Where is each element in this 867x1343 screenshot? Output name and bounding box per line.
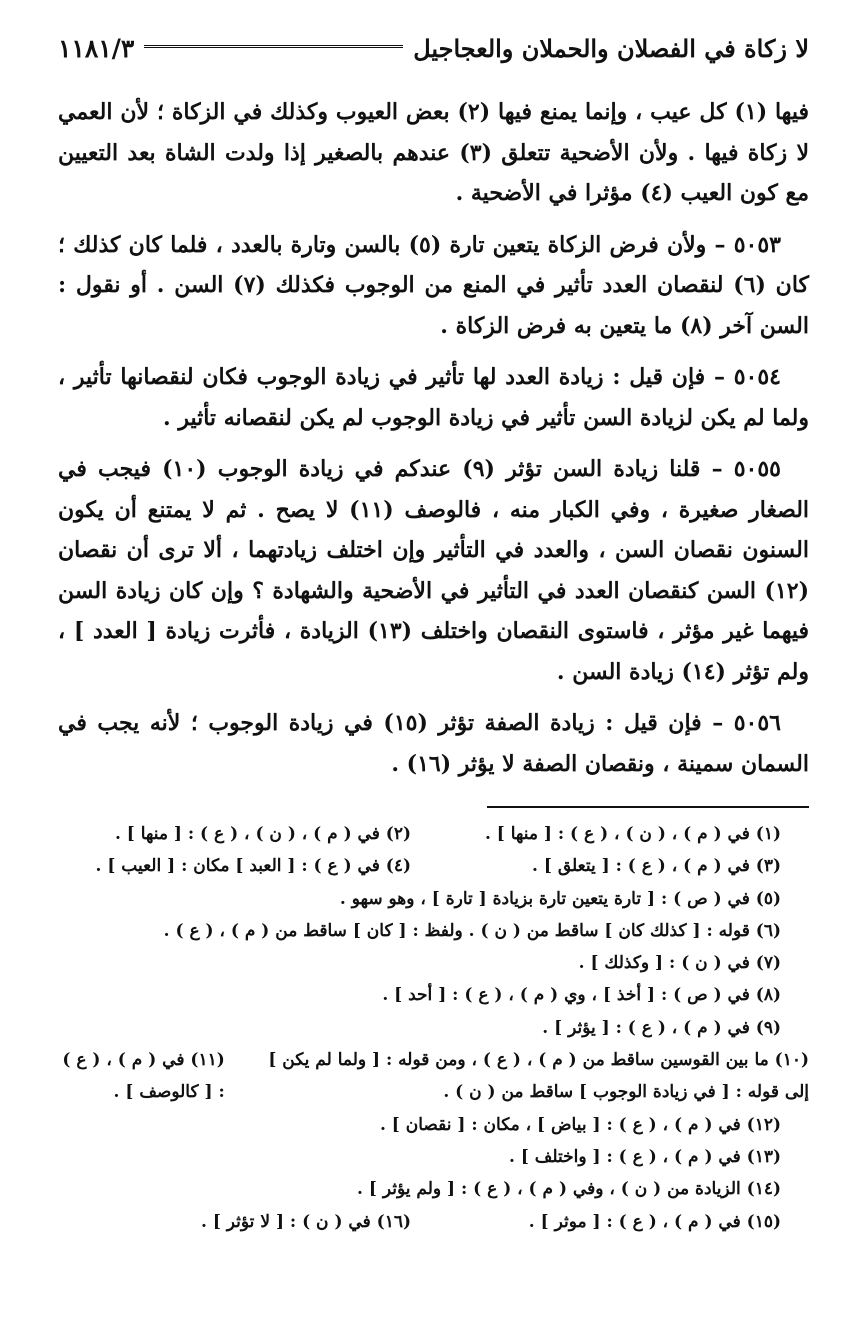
footnote-11: (١١) في ( م ) ، ( ع ) : [ كالوصف ] . bbox=[62, 1050, 225, 1103]
paragraph-text: قلنا زيادة السن تؤثر (٩) عندكم في زيادة الوجوب (١٠) فيجب في الصغار صغيرة ، وفي الكبار منه ، فالوصف (١١) لا يصح . ثم لا يمتنع أن يكون السنون نقصان السن ، والعدد في التأثير وإن اختلف زيادتهما ، ألا ترى أن نقصان (١٢) السن كنقصان العدد في التأثير في الأضحية والشهادة ؟ وإن كان زيادة السن فيهما غير مؤثر ، فاستوى النقصان واختلف (١٣) الزيادة ، فأثرت زيادة [ العدد ] ، ولم تؤثر (١٤) زيادة السن . bbox=[58, 456, 810, 685]
footnote-13: (١٣) في ( م ) ، ( ع ) : [ واختلف ] . bbox=[509, 1146, 781, 1167]
footnote-row bbox=[58, 1044, 809, 1109]
footnote-row bbox=[58, 979, 809, 1011]
paragraph-number: ٥٠٥٣ – bbox=[714, 231, 781, 258]
footnote-row bbox=[58, 915, 809, 947]
paragraph-5055 bbox=[58, 449, 809, 692]
footnote-row bbox=[58, 1173, 809, 1205]
footnote-16: (١٦) في ( ن ) : [ لا تؤثر ] . bbox=[200, 1211, 411, 1232]
footnote-row bbox=[58, 850, 809, 882]
footnote-row bbox=[58, 1141, 809, 1173]
footnote-9: (٩) في ( م ) ، ( ع ) : [ يؤثر ] . bbox=[542, 1017, 781, 1038]
footnote-row bbox=[58, 947, 809, 979]
footnote-row bbox=[58, 1206, 809, 1238]
footnote-5: (٥) في ( ص ) : [ تارة يتعين تارة بزيادة [ تارة ] ، وهو سهو . bbox=[339, 888, 781, 909]
footnote-row bbox=[58, 883, 809, 915]
paragraph-5056 bbox=[58, 703, 809, 784]
footnote-12: (١٢) في ( م ) ، ( ع ) : [ بياض ] ، مكان : [ نقصان ] . bbox=[379, 1114, 781, 1135]
header-rule bbox=[144, 45, 403, 51]
paragraph-5053 bbox=[58, 225, 809, 347]
footnote-15: (١٥) في ( م ) ، ( ع ) : [ موثر ] . bbox=[528, 1211, 781, 1232]
footnote-10: (١٠) ما بين القوسين ساقط من ( م ) ، ( ع ) ، ومن قوله : [ ولما لم يكن ] إلى قوله : [ في زيادة الوجوب ] ساقط من ( ن ) . bbox=[268, 1050, 809, 1103]
footnote-4: (٤) في ( ع ) : [ العبد ] مكان : [ العيب ] . bbox=[95, 856, 411, 877]
paragraph-continuation bbox=[58, 92, 809, 214]
paragraph-5054 bbox=[58, 357, 809, 438]
footnote-3: (٣) في ( م ) ، ( ع ) : [ يتعلق ] . bbox=[532, 856, 781, 877]
paragraph-number: ٥٠٥٤ – bbox=[713, 364, 781, 390]
footnote-row bbox=[58, 1012, 809, 1044]
footnote-8: (٨) في ( ص ) : [ أخذ ] ، وي ( م ) ، ( ع ) : [ أحد ] . bbox=[382, 985, 781, 1006]
paragraph-number: ٥٠٥٥ – bbox=[711, 456, 781, 482]
footnote-2: (٢) في ( م ) ، ( ن ) ، ( ع ) : [ منها ] . bbox=[114, 824, 411, 844]
footnote-row bbox=[58, 1109, 809, 1141]
footnote-14: (١٤) الزيادة من ( ن ) ، وفي ( م ) ، ( ع ) : [ ولم يؤثر ] . bbox=[357, 1179, 781, 1200]
footnote-divider bbox=[487, 806, 809, 808]
footnote-1: (١) في ( م ) ، ( ن ) ، ( ع ) : [ منها ] . bbox=[484, 824, 781, 844]
page-number: ١١٨١/٣ bbox=[58, 33, 135, 63]
paragraph-text: فإن قيل : زيادة العدد لها تأثير في زيادة الوجوب فكان لنقصانها تأثير ، ولما لم يكن لزيادة السن تأثير في زيادة الوجوب لم يكن لنقصانه تأثير . bbox=[58, 364, 809, 431]
page-header bbox=[58, 28, 809, 68]
footnotes bbox=[58, 818, 809, 1238]
footnote-row bbox=[58, 818, 809, 850]
paragraph-number: ٥٠٥٦ – bbox=[712, 710, 781, 736]
paragraph-text: فيها (١) كل عيب ، وإنما يمنع فيها (٢) بعض العيوب وكذلك في الزكاة ؛ لأن العمي لا زكاة فيها . ولأن الأضحية تتعلق (٣) عندهم بالصغير إذا ولدت الشاة بعد التعيين مع كون العيب (٤) مؤثرا في الأضحية . bbox=[58, 99, 809, 206]
main-text bbox=[58, 92, 809, 795]
footnote-6: (٦) قوله : [ كذلك كان ] ساقط من ( ن ) . ولفظ : [ كان ] ساقط من ( م ) ، ( ع ) . bbox=[163, 920, 781, 941]
footnote-7: (٧) في ( ن ) : [ وكذلك ] . bbox=[578, 953, 781, 974]
paragraph-text: فإن قيل : زيادة الصفة تؤثر (١٥) في زيادة الوجوب ؛ لأنه يجب في السمان سمينة ، ونقصان الصفة لا يؤثر (١٦) . bbox=[58, 710, 809, 777]
running-title: لا زكاة في الفصلان والحملان والعجاجيل bbox=[413, 33, 809, 63]
paragraph-text: ولأن فرض الزكاة يتعين تارة (٥) بالسن وتارة بالعدد ، فلما كان كذلك ؛ كان (٦) لنقصان العدد تأثير في المنع من الوجوب فكذلك (٧) السن . أو نقول : السن آخر (٨) ما يتعين به فرض الزكاة . bbox=[58, 231, 809, 339]
